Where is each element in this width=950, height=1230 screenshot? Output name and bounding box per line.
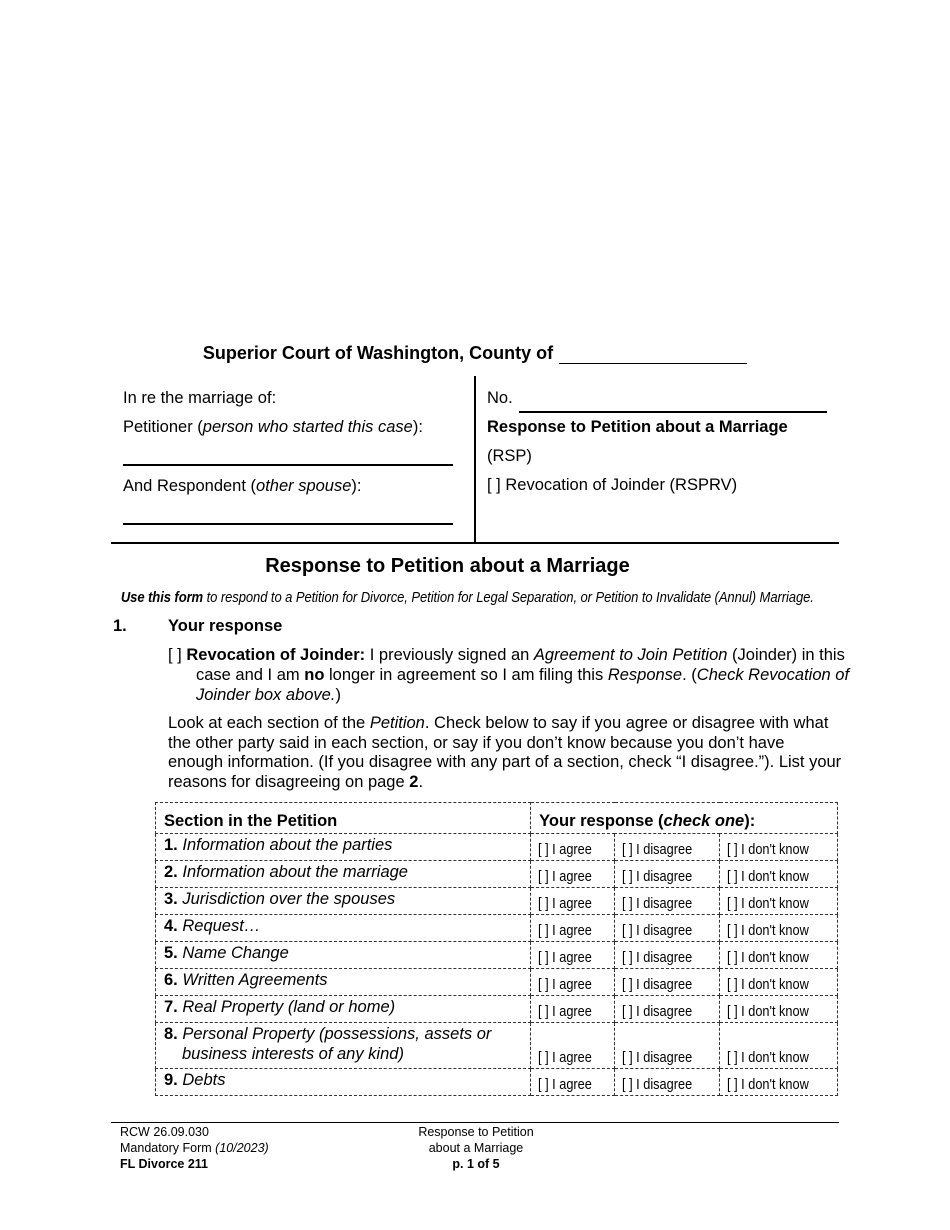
case-number-line[interactable] <box>519 393 827 413</box>
option-dont-know-checkbox[interactable]: [ ] I don't know <box>727 1049 809 1066</box>
option-disagree-cell <box>615 861 720 888</box>
option-disagree-checkbox[interactable]: [ ] I disagree <box>622 949 693 966</box>
table-row <box>156 1023 838 1069</box>
section-name: Real Property (land or home) <box>182 998 396 1016</box>
option-dont-know-cell <box>720 969 838 996</box>
revocation-option: [ ] Revocation of Joinder (RSPRV) <box>487 476 738 494</box>
option-agree-checkbox[interactable]: [ ] I agree <box>538 868 593 885</box>
option-agree-cell <box>531 1023 615 1069</box>
option-dont-know-cell <box>720 834 838 861</box>
option-disagree-checkbox[interactable]: [ ] I disagree <box>622 922 693 939</box>
option-dont-know-checkbox[interactable]: [ ] I don't know <box>727 895 809 912</box>
option-disagree-checkbox[interactable]: [ ] I disagree <box>622 976 693 993</box>
option-dont-know-cell <box>720 942 838 969</box>
section-cell <box>156 942 531 969</box>
option-dont-know-checkbox[interactable]: [ ] I don't know <box>727 922 809 939</box>
table-row <box>156 942 838 969</box>
option-dont-know-cell <box>720 915 838 942</box>
page-title: Response to Petition about a Marriage <box>265 555 630 577</box>
footer-center <box>395 1124 557 1172</box>
footer-page-number: p. 1 of 5 <box>452 1157 500 1171</box>
section-cell <box>156 834 531 861</box>
table-row <box>156 1069 838 1096</box>
option-disagree-checkbox[interactable]: [ ] I disagree <box>622 1049 693 1066</box>
respondent-label: And Respondent (other spouse): <box>123 477 362 495</box>
county-blank-line[interactable] <box>559 345 747 364</box>
option-agree-cell <box>531 1069 615 1096</box>
table-row <box>156 834 838 861</box>
footer-title-line2: about a Marriage <box>428 1141 524 1155</box>
section-name: Jurisdiction over the spouses <box>182 890 396 908</box>
court-title: Superior Court of Washington, County of <box>0 343 950 364</box>
section-number: 7. <box>164 998 178 1016</box>
option-disagree-checkbox[interactable]: [ ] I disagree <box>622 895 693 912</box>
section-cell <box>156 969 531 996</box>
option-agree-checkbox[interactable]: [ ] I agree <box>538 841 593 858</box>
option-disagree-cell <box>615 1069 720 1096</box>
option-dont-know-cell <box>720 888 838 915</box>
footer-rule <box>111 1122 839 1123</box>
table-row <box>156 915 838 942</box>
table-row <box>156 996 838 1023</box>
option-disagree-checkbox[interactable]: [ ] I disagree <box>622 1076 693 1093</box>
header-response: Your response (check one): <box>531 803 838 834</box>
revocation-of-joinder-paragraph: [ ] Revocation of Joinder: I previously signed an Agreement to Join Petition (Joinder) in this case and I am no longer in agreement so I am filing this Response. (Check Revocation of Joinder box above.) <box>168 646 850 704</box>
section-name: Information about the parties <box>182 836 393 854</box>
option-agree-checkbox[interactable]: [ ] I agree <box>538 922 593 939</box>
table-header-row <box>156 803 838 834</box>
caption-form-code: (RSP) <box>487 447 532 465</box>
caption-bottom-rule <box>111 542 839 544</box>
table-row <box>156 888 838 915</box>
option-dont-know-cell <box>720 1069 838 1096</box>
instructions-paragraph: Look at each section of the Petition. Check below to say if you agree or disagree with what the other party said in each section, or say if you don’t know because you don’t have enough information. (If you disagree with any part of a section, check “I disagree.”). List your reasons for disagreeing on page 2. <box>168 714 842 791</box>
caption-case-info <box>487 384 832 500</box>
section-number: 2. <box>164 863 178 881</box>
section-cell <box>156 915 531 942</box>
option-agree-checkbox[interactable]: [ ] I agree <box>538 976 593 993</box>
revocation-checkbox[interactable]: [ ] <box>487 476 501 494</box>
section-number: 3. <box>164 890 178 908</box>
section-number: 1. <box>164 836 178 854</box>
option-disagree-cell <box>615 1023 720 1069</box>
table-row <box>156 969 838 996</box>
option-agree-cell <box>531 888 615 915</box>
caption-parties <box>123 384 458 525</box>
footer-form-id: FL Divorce 211 <box>120 1157 209 1171</box>
caption-divider <box>474 376 476 542</box>
section-name: Written Agreements <box>182 971 328 989</box>
footer-left <box>120 1124 269 1172</box>
section-number: 8. <box>164 1025 178 1043</box>
option-agree-cell <box>531 969 615 996</box>
caption-form-title: Response to Petition about a Marriage <box>487 418 788 436</box>
option-disagree-cell <box>615 834 720 861</box>
response-table <box>155 802 838 1096</box>
footer-mandatory: Mandatory Form (10/2023) <box>120 1141 269 1155</box>
section-number: 5. <box>164 944 178 962</box>
option-agree-cell <box>531 996 615 1023</box>
option-dont-know-checkbox[interactable]: [ ] I don't know <box>727 868 809 885</box>
in-re-label: In re the marriage of: <box>123 389 277 407</box>
option-dont-know-checkbox[interactable]: [ ] I don't know <box>727 1076 809 1093</box>
option-disagree-cell <box>615 969 720 996</box>
section-cell <box>156 1023 531 1069</box>
case-number: No. <box>487 384 832 413</box>
option-agree-checkbox[interactable]: [ ] I agree <box>538 1049 593 1066</box>
option-dont-know-cell <box>720 861 838 888</box>
footer-rcw: RCW 26.09.030 <box>120 1125 209 1139</box>
option-dont-know-checkbox[interactable]: [ ] I don't know <box>727 841 809 858</box>
section-cell <box>156 996 531 1023</box>
option-dont-know-cell <box>720 996 838 1023</box>
section-title: Your response <box>168 617 283 635</box>
table-row <box>156 861 838 888</box>
instructions: Use this form to respond to a Petition for Divorce, Petition for Legal Separation, or Petition to Invalidate (Annul) Marriage. <box>120 590 814 606</box>
footer-title-line1: Response to Petition <box>418 1125 534 1139</box>
respondent-name-line[interactable] <box>123 523 453 525</box>
section-number: 9. <box>164 1071 178 1089</box>
section-cell <box>156 861 531 888</box>
option-agree-cell <box>531 915 615 942</box>
section-number: 1. <box>113 617 127 635</box>
option-disagree-cell <box>615 888 720 915</box>
option-disagree-checkbox[interactable]: [ ] I disagree <box>622 1003 693 1020</box>
section-name: Debts <box>182 1071 226 1089</box>
option-dont-know-cell <box>720 1023 838 1069</box>
option-agree-cell <box>531 861 615 888</box>
section-name: Name Change <box>182 944 289 962</box>
section-number: 4. <box>164 917 178 935</box>
section-number: 6. <box>164 971 178 989</box>
revocation-joinder-checkbox[interactable]: [ ] <box>168 646 182 664</box>
option-disagree-cell <box>615 915 720 942</box>
option-disagree-checkbox[interactable]: [ ] I disagree <box>622 868 693 885</box>
section-name: Personal Property (possessions, assets or business interests of any kind) <box>182 1025 492 1063</box>
option-disagree-checkbox[interactable]: [ ] I disagree <box>622 841 693 858</box>
section-cell <box>156 888 531 915</box>
section-name: Request… <box>182 917 261 935</box>
option-agree-cell <box>531 834 615 861</box>
option-agree-checkbox[interactable]: [ ] I agree <box>538 1003 593 1020</box>
option-disagree-cell <box>615 942 720 969</box>
option-agree-cell <box>531 942 615 969</box>
section-name: Information about the marriage <box>182 863 408 881</box>
section-cell <box>156 1069 531 1096</box>
option-dont-know-checkbox[interactable]: [ ] I don't know <box>727 949 809 966</box>
option-disagree-cell <box>615 996 720 1023</box>
option-agree-checkbox[interactable]: [ ] I agree <box>538 949 593 966</box>
option-agree-checkbox[interactable]: [ ] I agree <box>538 895 593 912</box>
header-section: Section in the Petition <box>156 803 531 834</box>
option-dont-know-checkbox[interactable]: [ ] I don't know <box>727 1003 809 1020</box>
option-agree-checkbox[interactable]: [ ] I agree <box>538 1076 593 1093</box>
petitioner-label: Petitioner (person who started this case): <box>123 418 423 436</box>
option-dont-know-checkbox[interactable]: [ ] I don't know <box>727 976 809 993</box>
